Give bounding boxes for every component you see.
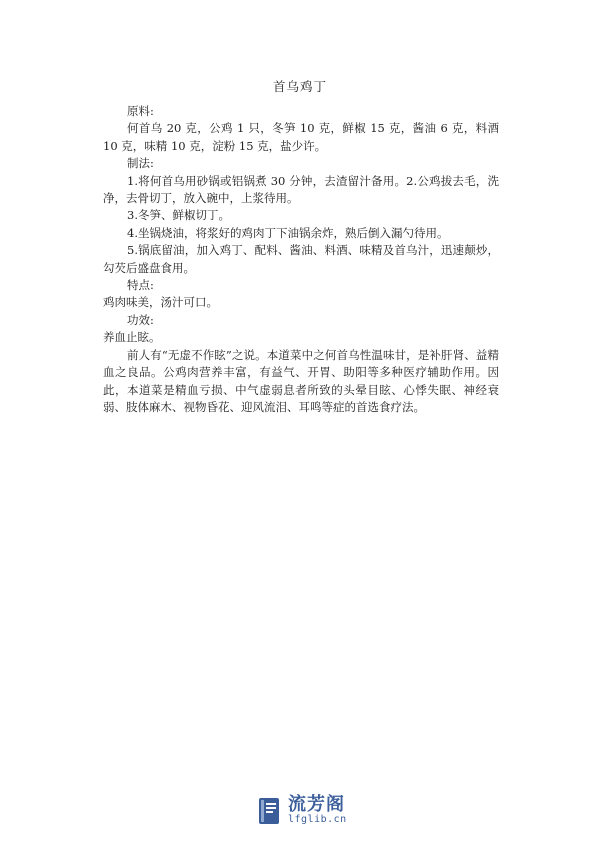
paragraph-features-heading: 特点: bbox=[127, 278, 154, 293]
paragraph-step-5: 5.锅底留油，加入鸡丁、配料、酱油、料酒、味精及首乌汁，迅速颠炒，勾芡后盛盘食用。 bbox=[103, 243, 499, 275]
watermark-site-text: lfglib.cn bbox=[288, 814, 347, 825]
paragraph-ingredients: 何首乌 20 克，公鸡 1 只，冬笋 10 克，鲜椒 15 克，酱油 6 克，料酒 10 克，味精 10 克，淀粉 15 克，盐少许。 bbox=[103, 121, 499, 153]
paragraph-effects-heading: 功效: bbox=[127, 312, 154, 327]
watermark-logo-text: 流芳阁 bbox=[288, 794, 345, 815]
paragraph-method-heading: 制法: bbox=[127, 156, 154, 171]
paragraph-ingredients-heading: 原料: bbox=[127, 104, 154, 118]
paragraph-step-3: 3.冬笋、鲜椒切丁。 bbox=[127, 208, 230, 223]
page-title: 首乌鸡丁 bbox=[272, 79, 327, 94]
watermark-logo bbox=[258, 795, 348, 825]
paragraph-step-1-2: 1.将何首乌用砂锅或铝锅煮 30 分钟，去渣留汁备用。2.公鸡拔去毛，洗净，去骨切丁，放入碗中，上浆待用。 bbox=[103, 173, 499, 206]
paragraph-features: 鸡肉味美，汤汁可口。 bbox=[103, 295, 218, 310]
document-body bbox=[103, 103, 499, 416]
book-icon bbox=[258, 797, 280, 825]
paragraph-explanation: 前人有“无虚不作眩”之说。本道菜中之何首乌性温味甘，是补肝肾、益精血之良品。公鸡肉营养丰富，有益气、开胃、助阳等多种医疗辅助作用。因此，本道菜是精血亏损、中气虚弱息者所致的头晕目眩、心悸失眠、神经衰弱、肢体麻木、视物昏花、迎风流泪、耳鸣等症的首选食疗法。 bbox=[103, 347, 499, 414]
paragraph-step-4: 4.坐锅烧油，将浆好的鸡肉丁下油锅余炸，熟后倒入漏勺待用。 bbox=[127, 225, 449, 240]
paragraph-effects: 养血止眩。 bbox=[103, 330, 161, 345]
